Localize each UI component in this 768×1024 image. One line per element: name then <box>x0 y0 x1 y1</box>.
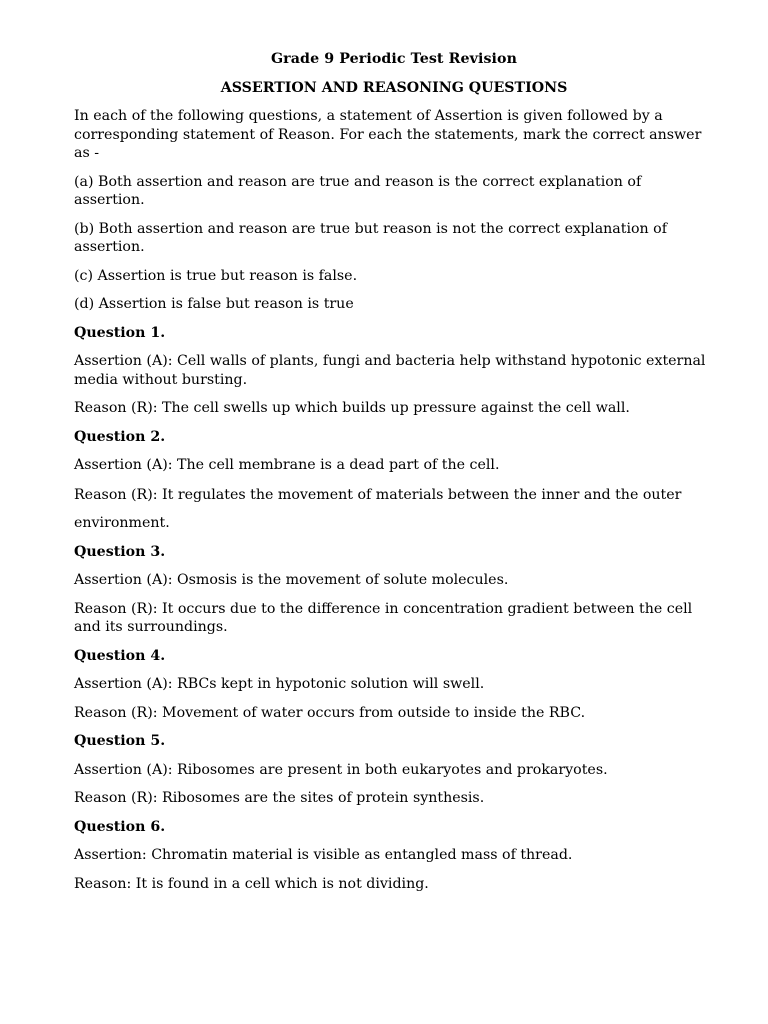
question-6-heading: Question 6. <box>74 818 166 835</box>
option-b: (b) Both assertion and reason are true but reason is not the correct explanation of assertion. <box>74 220 667 255</box>
question-1-reason: Reason (R): The cell swells up which builds up pressure against the cell wall. <box>74 400 630 416</box>
question-4-heading: Question 4. <box>74 647 166 664</box>
document-title: Grade 9 Periodic Test Revision <box>270 51 518 67</box>
question-6-assertion: Assertion: Chromatin material is visible as entangled mass of thread. <box>74 847 573 863</box>
question-2-heading: Question 2. <box>74 428 166 445</box>
question-2-reason: Reason (R): It regulates the movement of materials between the inner and the outer environment. <box>74 486 682 531</box>
question-1-heading: Question 1. <box>74 324 166 341</box>
question-1-assertion: Assertion (A): Cell walls of plants, fungi and bacteria help withstand hypotonic external media without bursting. <box>74 353 706 388</box>
document-subtitle: ASSERTION AND REASONING QUESTIONS <box>220 79 568 96</box>
question-3-assertion: Assertion (A): Osmosis is the movement of solute molecules. <box>74 572 509 588</box>
question-3-reason: Reason (R): It occurs due to the difference in concentration gradient between the cell and its surroundings. <box>74 600 693 635</box>
option-d: (d) Assertion is false but reason is true <box>74 296 354 312</box>
question-4-assertion: Assertion (A): RBCs kept in hypotonic solution will swell. <box>74 676 485 692</box>
question-2-assertion: Assertion (A): The cell membrane is a dead part of the cell. <box>74 457 500 473</box>
question-3-heading: Question 3. <box>74 543 166 560</box>
question-5-heading: Question 5. <box>74 733 166 749</box>
question-5-assertion: Assertion (A): Ribosomes are present in both eukaryotes and prokaryotes. <box>74 761 608 778</box>
intro-paragraph: In each of the following questions, a statement of Assertion is given followed by a corresponding statement of Reason. For each the statements, mark the correct answer as - <box>74 108 702 161</box>
option-c: (c) Assertion is true but reason is false. <box>74 267 358 284</box>
question-6-reason: Reason: It is found in a cell which is not dividing. <box>74 875 429 892</box>
document-page <box>74 50 714 903</box>
option-a: (a) Both assertion and reason are true and reason is the correct explanation of assertion. <box>74 173 642 208</box>
question-4-reason: Reason (R): Movement of water occurs from outside to inside the RBC. <box>74 704 586 721</box>
question-5-reason: Reason (R): Ribosomes are the sites of protein synthesis. <box>74 790 485 806</box>
